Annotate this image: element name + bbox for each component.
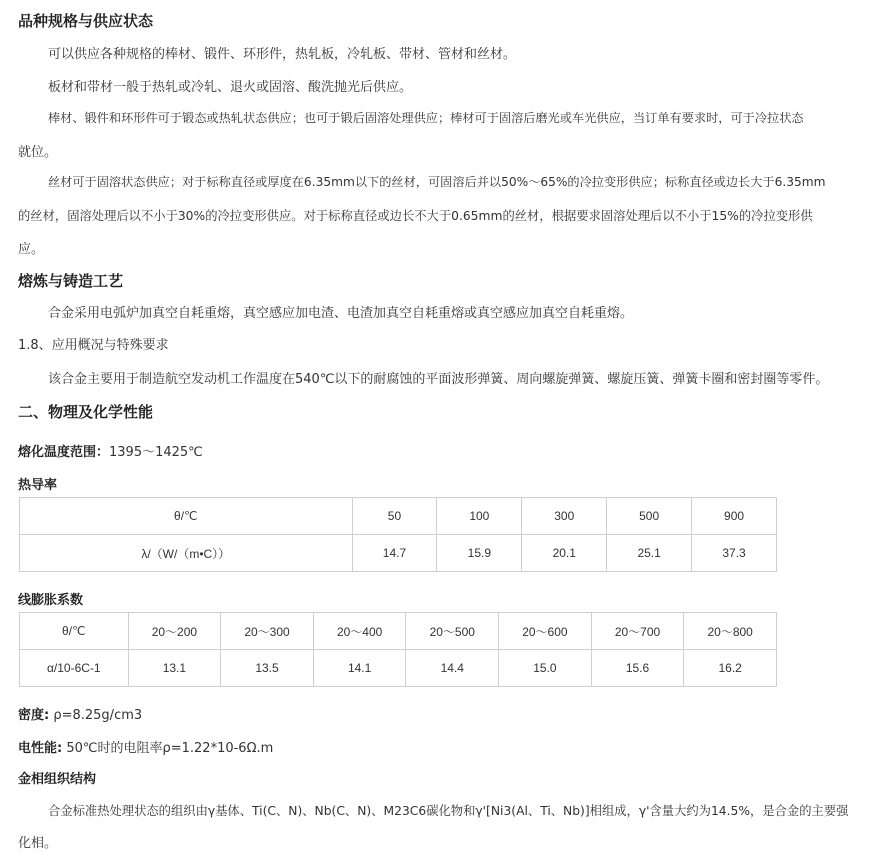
table-cell: 25.1	[607, 535, 692, 572]
table-row	[20, 535, 777, 572]
section-title-application: 1.8、应用概况与特殊要求	[18, 338, 169, 353]
table-cell: 20～400	[313, 613, 406, 650]
electric-label: 电性能:	[18, 741, 63, 756]
melting-range	[18, 441, 203, 460]
density-label: 密度:	[18, 708, 50, 723]
electric-value: 50℃时的电阻率ρ=1.22*10-6Ω.m	[66, 741, 274, 756]
table-cell: 900	[692, 498, 777, 535]
table-cell: 15.0	[499, 650, 592, 687]
table-row	[20, 650, 777, 687]
table-cell: 15.6	[591, 650, 684, 687]
table-cell: θ/℃	[20, 613, 129, 650]
table-cell: 14.4	[406, 650, 499, 687]
paragraph: 合金采用电弧炉加真空自耗重熔，真空感应加电渣、电渣加真空自耗重熔或真空感应加真空自耗重熔。	[48, 306, 634, 321]
density-value: ρ=8.25g/cm3	[53, 708, 143, 723]
paragraph: 棒材、锻件和环形件可于锻态或热轧状态供应；也可于锻后固溶处理供应；棒材可于固溶后磨光或车光供应，当订单有要求时，可于冷拉状态	[48, 111, 804, 125]
thermal-expansion-title: 线膨胀系数	[18, 593, 84, 608]
table-cell: 100	[437, 498, 522, 535]
table-row	[20, 613, 777, 650]
paragraph: 板材和带材一般于热轧或冷轧、退火或固溶、酸洗抛光后供应。	[48, 80, 413, 95]
section-title-supply: 品种规格与供应状态	[18, 12, 154, 30]
paragraph-cont: 化相。	[18, 836, 58, 851]
melting-label: 熔化温度范围：	[18, 445, 110, 460]
table-cell: 300	[522, 498, 607, 535]
table-cell: 15.9	[437, 535, 522, 572]
melting-value: 1395～1425℃	[109, 445, 203, 460]
table-cell: 37.3	[692, 535, 777, 572]
thermal-conductivity-table	[19, 497, 777, 572]
table-cell: 14.1	[313, 650, 406, 687]
microstructure-title: 金相组织结构	[18, 772, 97, 787]
section-title-properties: 二、物理及化学性能	[18, 403, 154, 421]
paragraph: 该合金主要用于制造航空发动机工作温度在540℃以下的耐腐蚀的平面波形弹簧、周向螺旋弹簧、螺旋压簧、弹簧卡圈和密封圈等零件。	[48, 372, 829, 387]
table-cell: 14.7	[352, 535, 437, 572]
density	[18, 704, 142, 723]
table-cell: 20～200	[128, 613, 221, 650]
table-cell: 500	[607, 498, 692, 535]
table-cell: 13.1	[128, 650, 221, 687]
table-cell: 20～500	[406, 613, 499, 650]
table-cell: α/10-6C-1	[20, 650, 129, 687]
paragraph: 合金标准热处理状态的组织由γ基体、Ti(C、N)、Nb(C、N)、M23C6碳化物和γ'[Ni3(Al、Ti、Nb)]相组成，γ'含量大约为14.5%，是合金的主要强	[48, 804, 849, 818]
paragraph: 可以供应各种规格的棒材、锻件、环形件，热轧板，冷轧板、带材、管材和丝材。	[48, 47, 517, 62]
table-cell: 20～600	[499, 613, 592, 650]
table-cell: 20.1	[522, 535, 607, 572]
table-cell: 20～300	[221, 613, 314, 650]
table-row	[20, 498, 777, 535]
table-cell: 20～700	[591, 613, 684, 650]
section-title-smelting: 熔炼与铸造工艺	[18, 272, 124, 290]
table-cell: 16.2	[684, 650, 777, 687]
table-cell: 13.5	[221, 650, 314, 687]
thermal-conductivity-title: 热导率	[18, 478, 58, 493]
thermal-expansion-table	[19, 612, 777, 687]
electrical-properties	[18, 737, 273, 756]
paragraph-cont: 的丝材，固溶处理后以不小于30%的冷拉变形供应。对于标称直径或边长不大于0.65mm的丝材，根据要求固溶处理后以不小于15%的冷拉变形供	[18, 209, 813, 223]
table-cell: 20～800	[684, 613, 777, 650]
paragraph-cont: 应。	[18, 242, 45, 257]
table-cell: θ/℃	[20, 498, 353, 535]
paragraph: 丝材可于固溶状态供应；对于标称直径或厚度在6.35mm以下的丝材，可固溶后并以50%～65%的冷拉变形供应；标称直径或边长大于6.35mm	[48, 175, 826, 189]
table-cell: 50	[352, 498, 437, 535]
table-cell: λ/（W/（m•C））	[20, 535, 353, 572]
paragraph-cont: 就位。	[18, 145, 58, 160]
